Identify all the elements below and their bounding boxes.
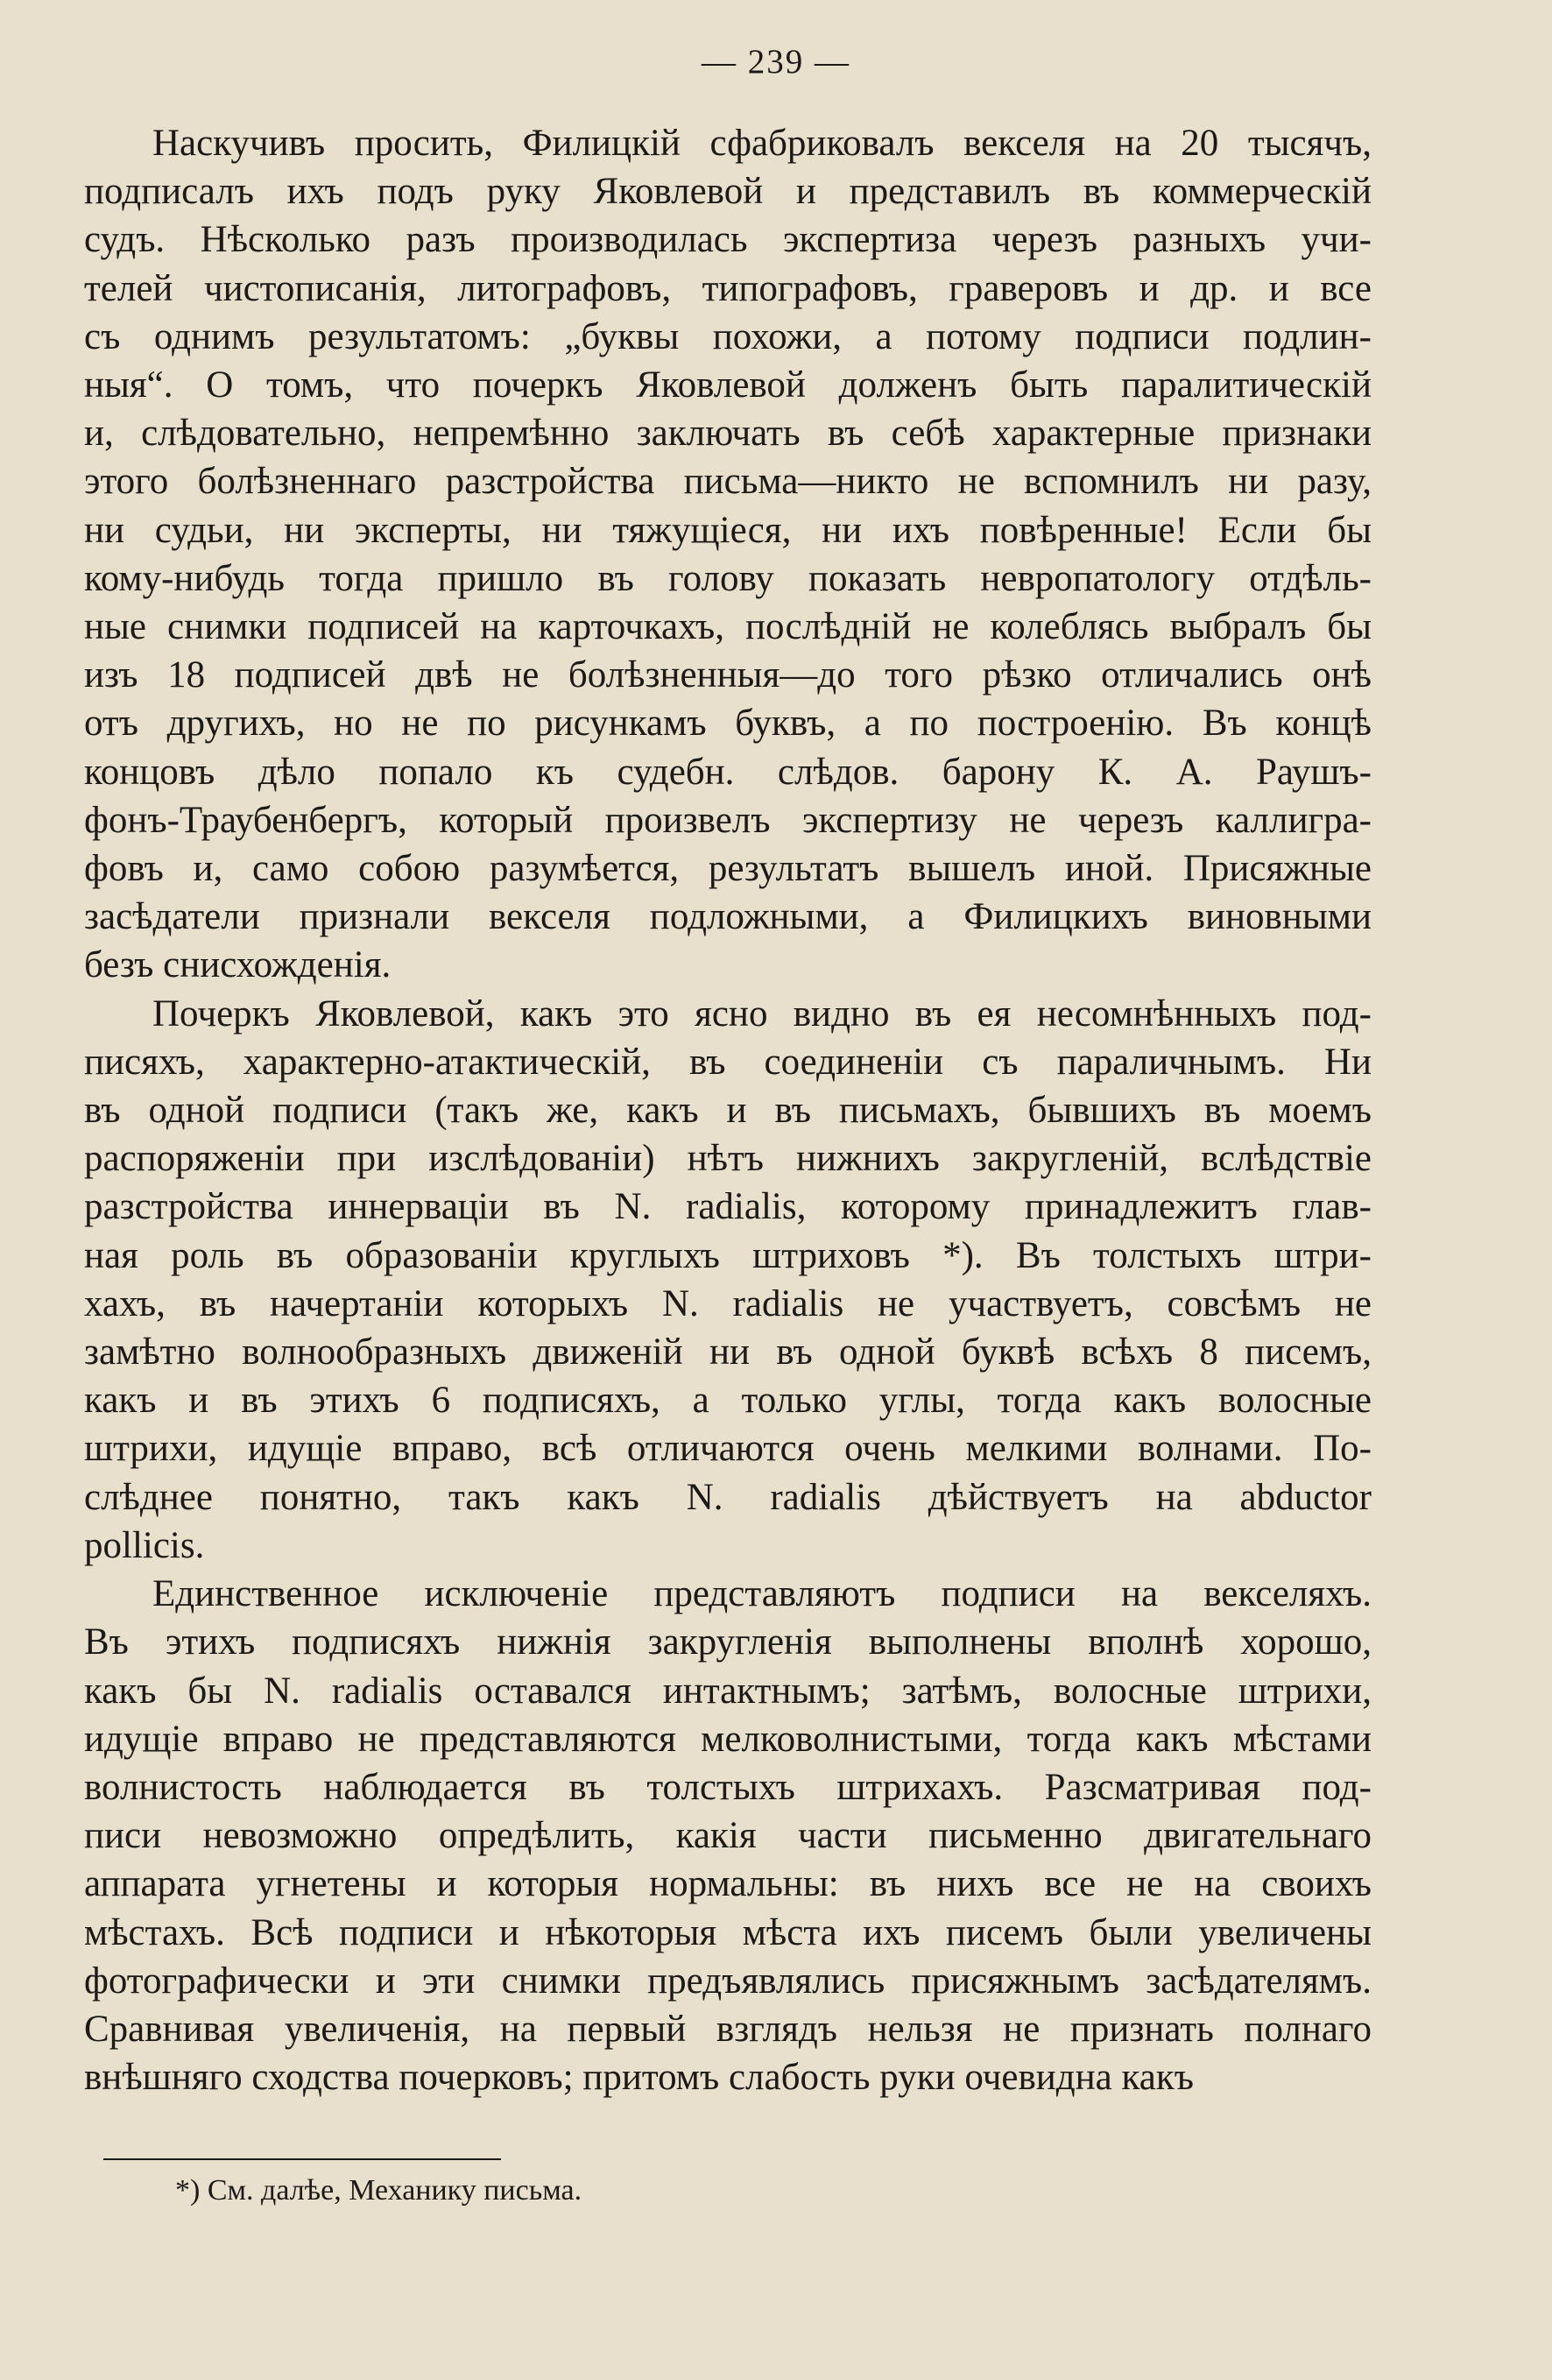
text-line: распоряженіи при изслѣдованіи) нѣтъ нижнихъ закругленій, вслѣдствіе [84, 1138, 1372, 1180]
text-line: телей чистописанія, литографовъ, типографовъ, граверовъ и др. и все [84, 267, 1372, 309]
text-line: фотографически и эти снимки предъявлялись присяжнымъ засѣдателямъ. [84, 1960, 1372, 2002]
footnote: *) См. далѣе, Механику письма. [175, 2174, 582, 2207]
text-line: изъ 18 подписей двѣ не болѣзненныя—до того рѣзко отличались онѣ [84, 654, 1372, 696]
text-line: подписалъ ихъ подъ руку Яковлевой и представилъ въ коммерческій [84, 171, 1372, 213]
text-line: ные снимки подписей на карточкахъ, послѣдній не колеблясь выбралъ бы [84, 606, 1372, 648]
text-line: волнистость наблюдается въ толстыхъ штрихахъ. Разсматривая под- [84, 1766, 1372, 1808]
text-line: pollicis. [84, 1524, 205, 1566]
text-line: мѣстахъ. Всѣ подписи и нѣкоторыя мѣста ихъ писемъ были увеличены [84, 1911, 1372, 1953]
text-line: безъ снисхожденія. [84, 944, 392, 986]
text-line: и, слѣдовательно, непремѣнно заключать въ себѣ характерные признаки [84, 413, 1372, 455]
text-line: фонъ-Траубенбергъ, который произвелъ экспертизу не черезъ каллигра- [84, 799, 1372, 841]
text-line: ныя“. О томъ, что почеркъ Яковлевой долженъ быть паралитическій [84, 364, 1372, 406]
text-line: слѣднее понятно, такъ какъ N. radialis дѣйствуетъ на abductor [84, 1476, 1372, 1518]
text-line: Въ этихъ подписяхъ нижнія закругленія выполнены вполнѣ хорошо, [84, 1621, 1372, 1663]
text-line: фовъ и, само собою разумѣется, результатъ вышелъ иной. Присяжные [84, 848, 1372, 890]
text-line: Сравнивая увеличенія, на первый взглядъ нельзя не признать полнаго [84, 2008, 1372, 2050]
text-line: писяхъ, характерно-атактическій, въ соединеніи съ параличнымъ. Ни [84, 1041, 1372, 1083]
text-line: судъ. Нѣсколько разъ производилась экспертиза черезъ разныхъ учи- [84, 219, 1372, 261]
body-text [84, 119, 1372, 2101]
text-line: аппарата угнетены и которыя нормальны: въ нихъ все не на своихъ [84, 1863, 1372, 1905]
text-line: концовъ дѣло попало къ судебн. слѣдов. барону К. А. Раушъ- [84, 751, 1372, 793]
text-line: ни судьи, ни эксперты, ни тяжущіеся, ни ихъ повѣренные! Если бы [84, 509, 1372, 551]
text-line: штрихи, идущіе вправо, всѣ отличаются очень мелкими волнами. По- [84, 1428, 1372, 1470]
text-line: въ одной подписи (такъ же, какъ и въ письмахъ, бывшихъ въ моемъ [84, 1090, 1372, 1132]
text-line: замѣтно волнообразныхъ движеній ни въ одной буквѣ всѣхъ 8 писемъ, [84, 1331, 1372, 1374]
text-line: Единственное исключеніе представляютъ подписи на векселяхъ. [152, 1573, 1372, 1615]
text-line: Наскучивъ просить, Филицкій сфабриковалъ векселя на 20 тысячъ, [152, 123, 1372, 164]
paragraph [84, 1570, 1372, 2101]
text-line: этого болѣзненнаго разстройства письма—никто не вспомнилъ ни разу, [84, 461, 1372, 503]
paragraph [84, 990, 1372, 1570]
text-line: съ однимъ результатомъ: „буквы похожи, а потому подписи подлин- [84, 315, 1372, 357]
text-line: Почеркъ Яковлевой, какъ это ясно видно въ ея несомнѣнныхъ под- [152, 992, 1372, 1035]
text-line: разстройства иннерваціи въ N. radialis, которому принадлежитъ глав- [84, 1186, 1372, 1228]
text-line: кому-нибудь тогда пришло въ голову показать невропатологу отдѣль- [84, 557, 1372, 599]
text-line: какъ бы N. radialis оставался интактнымъ; затѣмъ, волосные штрихи, [84, 1670, 1372, 1712]
footnote-rule [103, 2158, 501, 2160]
text-line: внѣшняго сходства почерковъ; притомъ слабость руки очевидна какъ [84, 2057, 1194, 2099]
text-line: хахъ, въ начертаніи которыхъ N. radialis не участвуетъ, совсѣмъ не [84, 1282, 1372, 1324]
text-line: ная роль въ образованіи круглыхъ штриховъ *). Въ толстыхъ штри- [84, 1234, 1372, 1276]
text-line: идущіе вправо не представляются мелковолнистыми, тогда какъ мѣстами [84, 1718, 1372, 1760]
text-line: отъ другихъ, но не по рисункамъ буквъ, а по построенію. Въ концѣ [84, 703, 1372, 745]
paragraph [84, 119, 1372, 990]
page-number: — 239 — [702, 43, 850, 81]
text-line: писи невозможно опредѣлить, какія части письменно двигательнаго [84, 1815, 1372, 1857]
text-line: засѣдатели признали векселя подложными, а Филицкихъ виновными [84, 896, 1372, 938]
text-line: какъ и въ этихъ 6 подписяхъ, а только углы, тогда какъ волосные [84, 1380, 1372, 1422]
